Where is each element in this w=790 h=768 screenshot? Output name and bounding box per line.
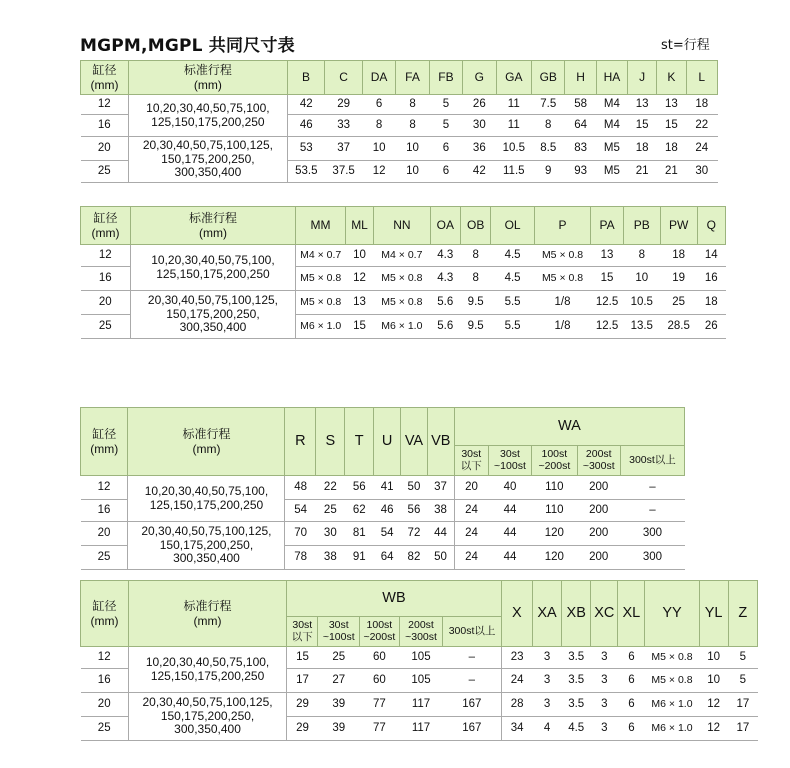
value-cell: 40 [488,476,531,500]
value-cell: 24 [454,522,488,546]
column-header: Z [728,581,757,647]
value-cell: 10 [396,161,429,183]
value-cell: M4 × 0.7 [374,245,430,267]
bore-cell: 25 [81,546,128,570]
value-cell: 44 [488,522,531,546]
value-cell: 6 [429,137,462,161]
bore-cell: 16 [81,669,129,693]
bore-header: 缸径 (mm) [81,408,128,476]
value-cell: 13 [657,95,686,115]
column-header: OA [430,207,460,245]
column-header: G [463,61,496,95]
column-header: T [345,408,374,476]
value-cell: 3.5 [562,693,591,717]
value-cell: – [443,669,501,693]
value-cell: 83 [565,137,596,161]
value-cell: 120 [532,546,577,570]
value-cell: – [443,647,501,669]
value-cell: 8 [532,115,565,137]
value-cell: 17 [728,693,757,717]
value-cell: 4.5 [562,717,591,741]
value-cell: 15 [628,115,657,137]
value-cell: 25 [316,500,345,522]
value-cell: 8 [396,115,429,137]
column-header: NN [374,207,430,245]
column-header: S [316,408,345,476]
value-cell: M4 × 0.7 [295,245,345,267]
value-cell: M6 × 1.0 [295,315,345,339]
value-cell: 300 [620,522,684,546]
table-row [81,693,758,717]
value-cell: M5 × 0.8 [534,245,590,267]
value-cell: 29 [325,95,363,115]
bore-cell: 25 [81,717,129,741]
value-cell: 41 [374,476,401,500]
column-header: P [534,207,590,245]
value-cell: 19 [660,267,697,291]
value-cell: 3 [591,647,618,669]
sub-header: 30st ~100st [488,446,531,476]
value-cell: 27 [318,669,360,693]
value-cell: 24 [686,137,717,161]
column-header: PW [660,207,697,245]
value-cell: 82 [401,546,428,570]
value-cell: 200 [577,476,620,500]
value-cell: M5 × 0.8 [295,291,345,315]
bore-cell: 12 [81,95,129,115]
stroke-header: 标准行程 (mm) [129,61,288,95]
value-cell: 60 [360,669,400,693]
value-cell: 46 [287,115,325,137]
value-cell: M5 × 0.8 [374,291,430,315]
value-cell: 8 [362,115,395,137]
bore-cell: 20 [81,522,128,546]
column-header: PA [591,207,624,245]
value-cell: 18 [686,95,717,115]
value-cell: 10 [623,267,660,291]
value-cell: 38 [427,500,454,522]
value-cell: 29 [287,717,318,741]
column-header: YY [645,581,699,647]
table-row [81,291,726,315]
value-cell: 5 [429,95,462,115]
value-cell: 3.5 [562,647,591,669]
column-header: Q [697,207,725,245]
column-header: XL [618,581,645,647]
value-cell: 8 [623,245,660,267]
value-cell: 105 [399,647,443,669]
bore-cell: 12 [81,476,128,500]
value-cell: 50 [401,476,428,500]
value-cell: M5 × 0.8 [645,669,699,693]
value-cell: 12.5 [591,315,624,339]
value-cell: 10.5 [623,291,660,315]
dimension-table-3 [80,407,685,570]
value-cell: 8.5 [532,137,565,161]
value-cell: 167 [443,717,501,741]
column-header: XC [591,581,618,647]
value-cell: 24 [501,669,532,693]
value-cell: M6 × 1.0 [645,717,699,741]
value-cell: 3 [532,669,561,693]
value-cell: 23 [501,647,532,669]
value-cell: M5 × 0.8 [374,267,430,291]
column-header: XB [562,581,591,647]
value-cell: 30 [686,161,717,183]
value-cell: 3 [591,669,618,693]
value-cell: 110 [532,476,577,500]
value-cell: 300 [620,546,684,570]
bore-cell: 16 [81,267,131,291]
value-cell: 15 [287,647,318,669]
value-cell: 5 [728,669,757,693]
value-cell: 200 [577,500,620,522]
value-cell: 4.3 [430,267,460,291]
value-cell: 15 [657,115,686,137]
column-header: OB [460,207,490,245]
value-cell: 33 [325,115,363,137]
value-cell: 8 [460,245,490,267]
stroke-header: 标准行程 (mm) [128,408,285,476]
value-cell: 14 [697,245,725,267]
stroke-header: 标准行程 (mm) [128,581,286,647]
stroke-list-cell: 10,20,30,40,50,75,100, 125,150,175,200,250 [128,647,286,693]
value-cell: 13 [628,95,657,115]
bore-cell: 20 [81,291,131,315]
value-cell: 6 [362,95,395,115]
stroke-list-cell: 20,30,40,50,75,100,125, 150,175,200,250, 300,350,400 [130,291,295,339]
sub-header: 30st 以下 [454,446,488,476]
value-cell: 117 [399,693,443,717]
value-cell: 5.5 [491,315,534,339]
value-cell: 24 [454,500,488,522]
column-header: C [325,61,363,95]
sub-header: 30st ~100st [318,617,360,647]
group-header: WB [287,581,502,617]
sub-header: 200st ~300st [399,617,443,647]
dimension-table-1 [80,60,718,183]
bore-cell: 16 [81,500,128,522]
value-cell: 4.5 [491,245,534,267]
value-cell: 1/8 [534,315,590,339]
value-cell: 8 [460,267,490,291]
value-cell: M6 × 1.0 [645,693,699,717]
value-cell: 4.5 [491,267,534,291]
bore-header: 缸径 (mm) [81,581,129,647]
value-cell: 10 [699,647,728,669]
stroke-header: 标准行程 (mm) [130,207,295,245]
value-cell: 120 [532,522,577,546]
value-cell: 72 [401,522,428,546]
value-cell: 13 [591,245,624,267]
value-cell: 4.3 [430,245,460,267]
value-cell: 5.6 [430,291,460,315]
value-cell: 42 [287,95,325,115]
value-cell: 28 [501,693,532,717]
value-cell: 58 [565,95,596,115]
value-cell: 10.5 [496,137,532,161]
value-cell: 9.5 [460,291,490,315]
value-cell: 8 [396,95,429,115]
value-cell: 5 [728,647,757,669]
stroke-list-cell: 10,20,30,40,50,75,100, 125,150,175,200,250 [129,95,288,137]
column-header: ML [345,207,373,245]
bore-cell: 12 [81,647,129,669]
value-cell: 34 [501,717,532,741]
value-cell: 18 [657,137,686,161]
value-cell: 13 [345,291,373,315]
value-cell: 46 [374,500,401,522]
value-cell: 54 [374,522,401,546]
value-cell: 4 [532,717,561,741]
column-header: MM [295,207,345,245]
value-cell: 56 [345,476,374,500]
value-cell: 117 [399,717,443,741]
value-cell: – [620,476,684,500]
value-cell: 11.5 [496,161,532,183]
column-header: H [565,61,596,95]
table-row [81,522,685,546]
value-cell: 93 [565,161,596,183]
value-cell: M5 × 0.8 [645,647,699,669]
column-header: HA [596,61,627,95]
value-cell: 6 [618,669,645,693]
bore-cell: 16 [81,115,129,137]
value-cell: M6 × 1.0 [374,315,430,339]
stroke-list-cell: 10,20,30,40,50,75,100, 125,150,175,200,250 [130,245,295,291]
stroke-list-cell: 10,20,30,40,50,75,100, 125,150,175,200,250 [128,476,285,522]
column-header: OL [491,207,534,245]
value-cell: 70 [285,522,316,546]
column-header: GA [496,61,532,95]
sub-header: 200st ~300st [577,446,620,476]
column-header: DA [362,61,395,95]
value-cell: 56 [401,500,428,522]
column-header: U [374,408,401,476]
value-cell: 39 [318,693,360,717]
column-header: R [285,408,316,476]
column-header: YL [699,581,728,647]
value-cell: 62 [345,500,374,522]
bore-cell: 25 [81,315,131,339]
value-cell: 78 [285,546,316,570]
stroke-list-cell: 20,30,40,50,75,100,125, 150,175,200,250, 300,350,400 [128,693,286,741]
column-header: X [501,581,532,647]
value-cell: M5 × 0.8 [295,267,345,291]
sub-header: 300st以上 [620,446,684,476]
value-cell: 25 [318,647,360,669]
value-cell: 15 [591,267,624,291]
value-cell: 15 [345,315,373,339]
value-cell: 3 [591,717,618,741]
column-header: K [657,61,686,95]
column-header: VA [401,408,428,476]
value-cell: 12 [699,693,728,717]
page-title: MGPM,MGPL 共同尺寸表 [80,36,295,56]
value-cell: 77 [360,717,400,741]
value-cell: 9 [532,161,565,183]
value-cell: 10 [396,137,429,161]
value-cell: 37 [427,476,454,500]
value-cell: 18 [660,245,697,267]
value-cell: 12 [362,161,395,183]
value-cell: 39 [318,717,360,741]
value-cell: 37 [325,137,363,161]
column-header: VB [427,408,454,476]
value-cell: 53 [287,137,325,161]
column-header: FA [396,61,429,95]
value-cell: 12 [699,717,728,741]
column-header: L [686,61,717,95]
table-row [81,137,718,161]
value-cell: M5 [596,161,627,183]
value-cell: 44 [488,500,531,522]
value-cell: 3 [591,693,618,717]
sub-header: 30st 以下 [287,617,318,647]
value-cell: 50 [427,546,454,570]
value-cell: 81 [345,522,374,546]
value-cell: 44 [488,546,531,570]
value-cell: 60 [360,647,400,669]
bore-cell: 20 [81,137,129,161]
value-cell: 167 [443,693,501,717]
sub-header: 100st ~200st [532,446,577,476]
value-cell: 10 [362,137,395,161]
value-cell: M4 [596,115,627,137]
value-cell: 24 [454,546,488,570]
value-cell: 54 [285,500,316,522]
value-cell: 11 [496,95,532,115]
column-header: B [287,61,325,95]
column-header: PB [623,207,660,245]
value-cell: 12.5 [591,291,624,315]
value-cell: 18 [697,291,725,315]
value-cell: M5 [596,137,627,161]
value-cell: 200 [577,546,620,570]
value-cell: 5.6 [430,315,460,339]
value-cell: 3.5 [562,669,591,693]
value-cell: M5 × 0.8 [534,267,590,291]
value-cell: 16 [697,267,725,291]
table-row [81,95,718,115]
value-cell: 28.5 [660,315,697,339]
value-cell: 64 [374,546,401,570]
group-header: WA [454,408,684,446]
column-header: XA [532,581,561,647]
value-cell: 21 [657,161,686,183]
sub-header: 100st ~200st [360,617,400,647]
value-cell: 36 [463,137,496,161]
value-cell: 3 [532,693,561,717]
value-cell: 11 [496,115,532,137]
value-cell: 10 [699,669,728,693]
value-cell: 5 [429,115,462,137]
value-cell: 7.5 [532,95,565,115]
value-cell: 17 [728,717,757,741]
value-cell: M4 [596,95,627,115]
value-cell: 3 [532,647,561,669]
value-cell: 29 [287,693,318,717]
stroke-list-cell: 20,30,40,50,75,100,125, 150,175,200,250, 300,350,400 [129,137,288,183]
value-cell: 21 [628,161,657,183]
value-cell: 6 [618,647,645,669]
value-cell: 22 [686,115,717,137]
bore-cell: 12 [81,245,131,267]
value-cell: 26 [463,95,496,115]
value-cell: 6 [618,717,645,741]
table-row [81,245,726,267]
value-cell: 48 [285,476,316,500]
bore-header: 缸径 (mm) [81,61,129,95]
table-row [81,476,685,500]
value-cell: 200 [577,522,620,546]
value-cell: 5.5 [491,291,534,315]
stroke-note: st=行程 [661,38,710,53]
bore-cell: 20 [81,693,129,717]
column-header: GB [532,61,565,95]
bore-cell: 25 [81,161,129,183]
dimension-table-4 [80,580,758,741]
value-cell: 20 [454,476,488,500]
value-cell: 18 [628,137,657,161]
stroke-list-cell: 20,30,40,50,75,100,125, 150,175,200,250, 300,350,400 [128,522,285,570]
value-cell: 37.5 [325,161,363,183]
dimension-table-2 [80,206,726,339]
value-cell: 6 [618,693,645,717]
value-cell: 64 [565,115,596,137]
value-cell: 26 [697,315,725,339]
column-header: J [628,61,657,95]
value-cell: 10 [345,245,373,267]
value-cell: 44 [427,522,454,546]
value-cell: 22 [316,476,345,500]
bore-header: 缸径 (mm) [81,207,131,245]
value-cell: 38 [316,546,345,570]
value-cell: 42 [463,161,496,183]
table-row [81,647,758,669]
value-cell: 30 [463,115,496,137]
value-cell: 13.5 [623,315,660,339]
value-cell: 25 [660,291,697,315]
value-cell: 30 [316,522,345,546]
value-cell: 12 [345,267,373,291]
value-cell: 17 [287,669,318,693]
value-cell: 6 [429,161,462,183]
value-cell: 53.5 [287,161,325,183]
column-header: FB [429,61,462,95]
value-cell: 77 [360,693,400,717]
value-cell: – [620,500,684,522]
value-cell: 91 [345,546,374,570]
value-cell: 110 [532,500,577,522]
value-cell: 105 [399,669,443,693]
value-cell: 1/8 [534,291,590,315]
sub-header: 300st以上 [443,617,501,647]
value-cell: 9.5 [460,315,490,339]
